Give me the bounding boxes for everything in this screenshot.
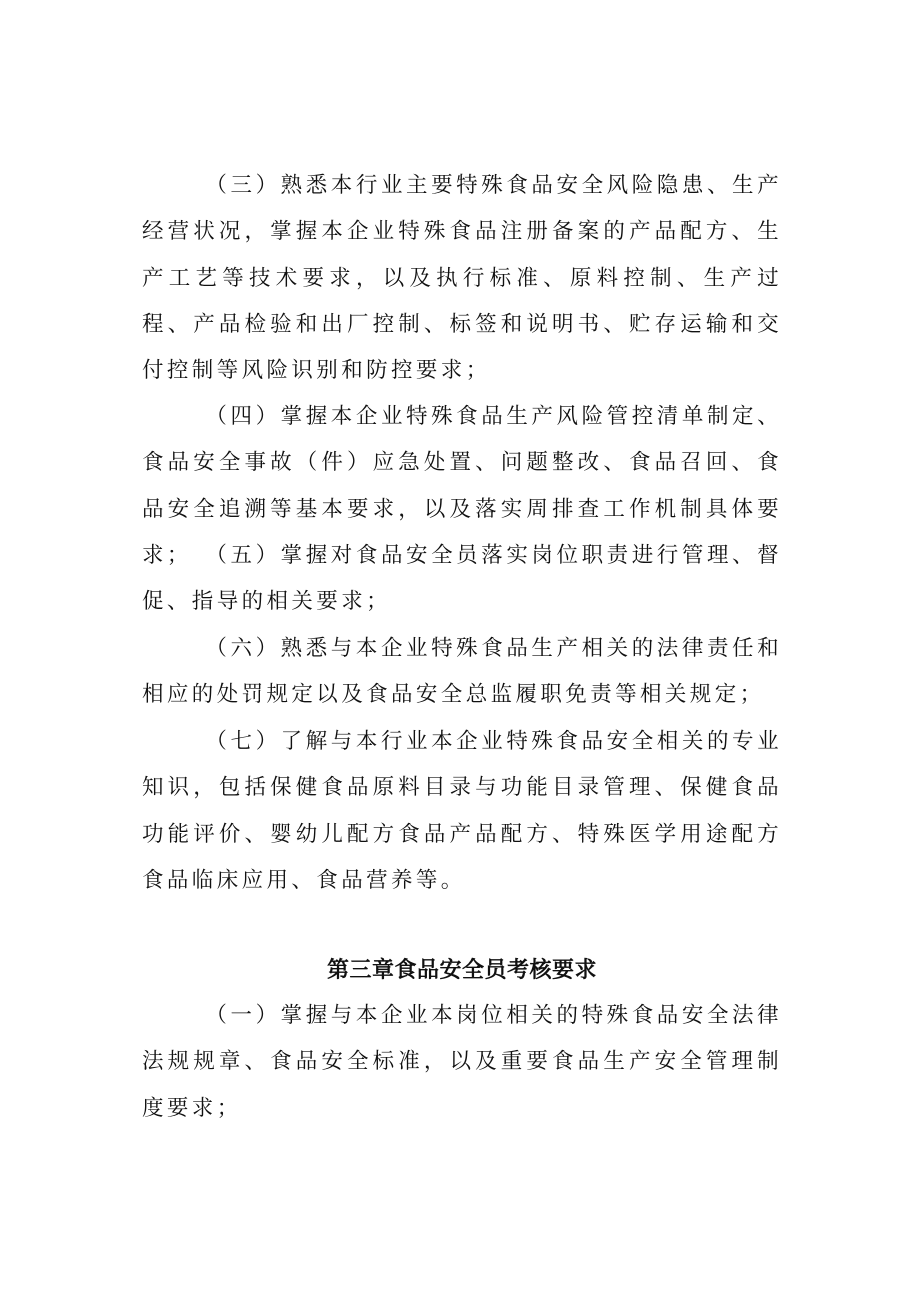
paragraph-item-5: （五）掌握对食品安全员落实岗位职责进行管理、督促、指导的相关要求； (142, 543, 782, 615)
paragraph-item-4: （四）掌握本企业特殊食品生产风险管控清单制定、食品安全事故（件）应急处置、问题整改、食品召回、食品安全追溯等基本要求，以及落实周排查工作机制具体要求； (142, 404, 782, 568)
chapter-heading: 第三章食品安全员考核要求 (326, 958, 597, 983)
paragraph-item-3: （三）熟悉本行业主要特殊食品安全风险隐患、生产经营状况，掌握本企业特殊食品注册备案的产品配方、生产工艺等技术要求，以及执行标准、原料控制、生产过程、产品检验和出厂控制、标签和说明书、贮存运输和交付控制等风险识别和防控要求； (142, 173, 782, 384)
chapter-paragraph-item-1: （一）掌握与本企业本岗位相关的特殊食品安全法律法规规章、食品安全标准，以及重要食品生产安全管理制度要求； (142, 1003, 782, 1121)
paragraph-item-6: （六）熟悉与本企业特殊食品生产相关的法律责任和相应的处罚规定以及食品安全总监履职免责等相关规定； (142, 636, 782, 708)
paragraph-item-7: （七）了解与本行业本企业特殊食品安全相关的专业知识，包括保健食品原料目录与功能目录管理、保健食品功能评价、婴幼儿配方食品产品配方、特殊医学用途配方食品临床应用、食品营养等。 (142, 729, 782, 893)
